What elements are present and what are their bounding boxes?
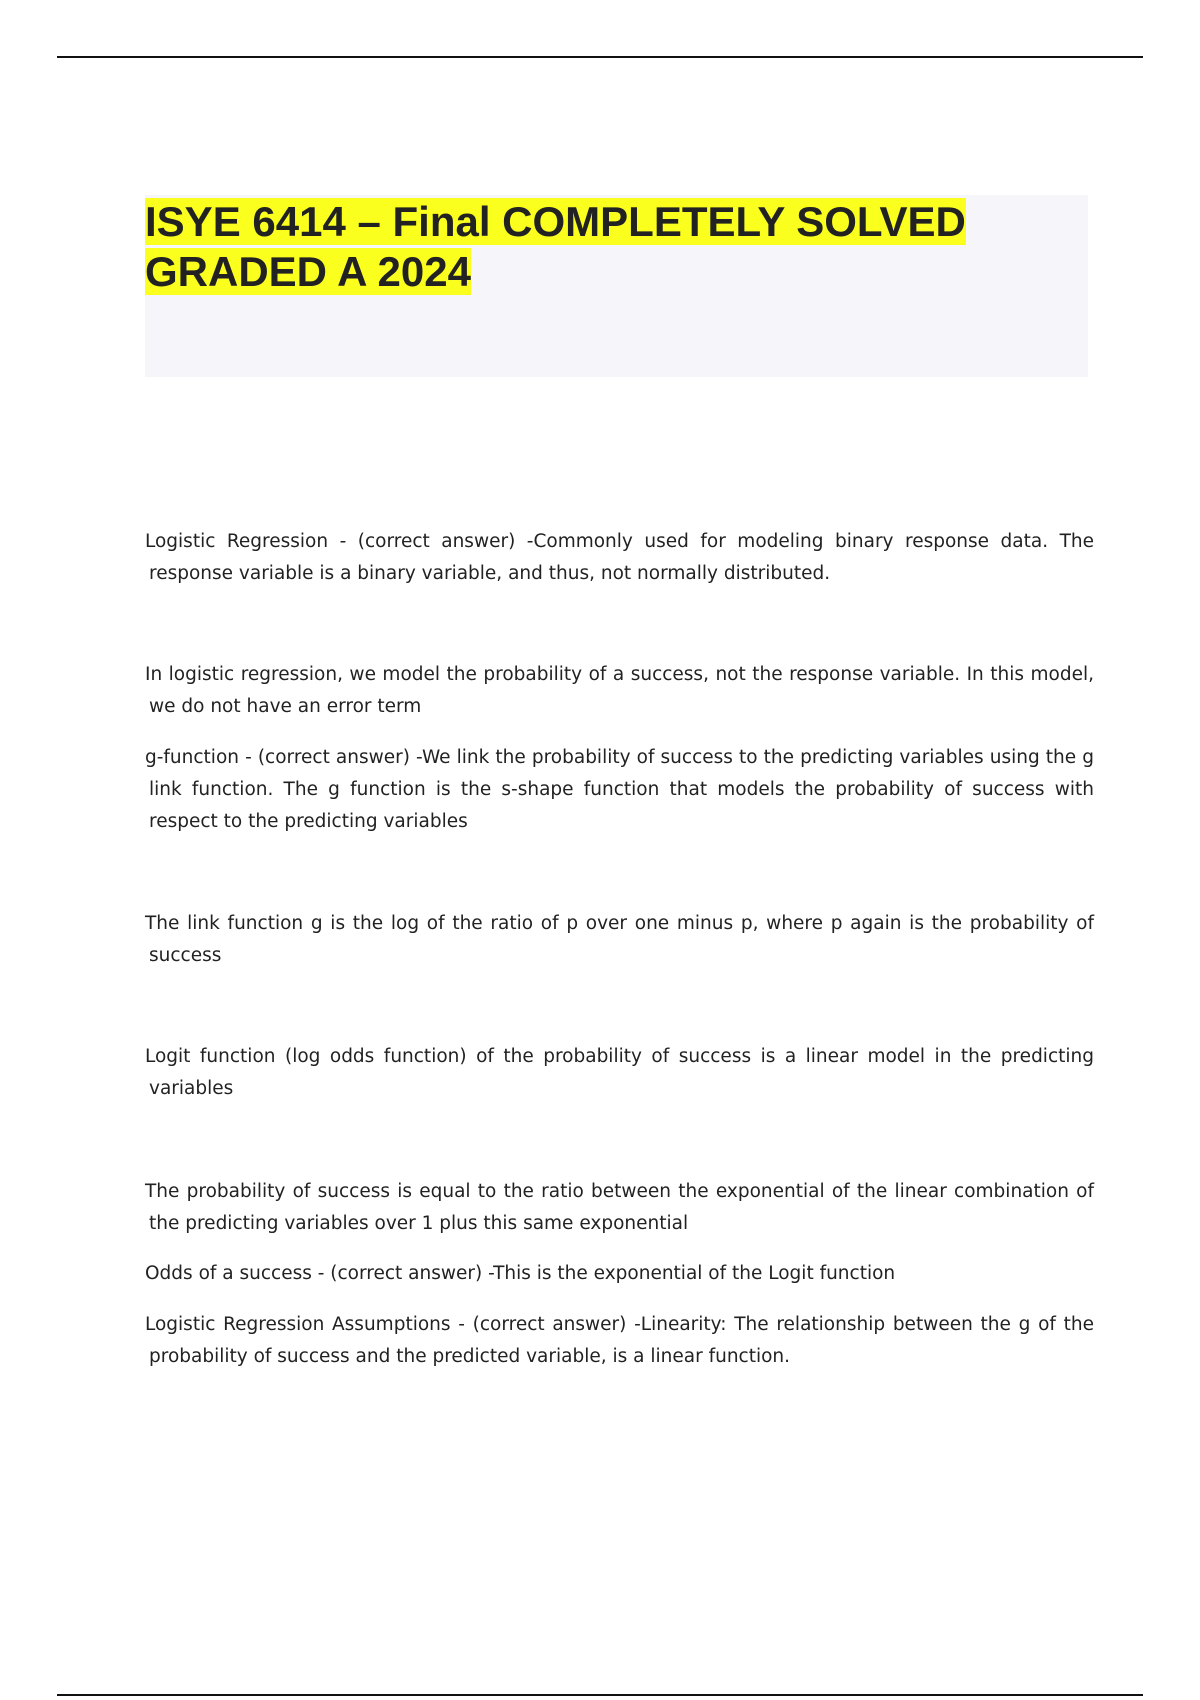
title-highlight: ISYE 6414 – Final COMPLETELY SOLVED GRADED A 2024 [145,198,966,295]
paragraph-probability-of-success: The probability of success is equal to the ratio between the exponential of the linear combination of the predicting variables over 1 plus this same exponential [145,1181,1094,1234]
bottom-rule [57,1694,1143,1696]
paragraph-logit-function: Logit function (log odds function) of the probability of success is a linear model in the predicting variables [145,1046,1094,1099]
paragraph-model-probability: In logistic regression, we model the probability of a success, not the response variable. In this model, we do not have an error term [145,664,1094,717]
paragraph-odds-of-success: Odds of a success - (correct answer) -This is the exponential of the Logit function [145,1263,896,1284]
paragraph-link-function: The link function g is the log of the ratio of p over one minus p, where p again is the probability of success [145,913,1094,966]
document-title [145,197,1045,297]
top-rule [57,56,1143,58]
paragraph-logistic-regression: Logistic Regression - (correct answer) -Commonly used for modeling binary response data. The response variable is a binary variable, and thus, not normally distributed. [145,531,1094,584]
paragraph-assumptions: Logistic Regression Assumptions - (correct answer) -Linearity: The relationship between the g of the probability of success and the predicted variable, is a linear function. [145,1314,1094,1367]
paragraph-g-function: g-function - (correct answer) -We link the probability of success to the predicting variables using the g link function. The g function is the s-shape function that models the probability of success with respect to the predicting variables [145,747,1094,832]
